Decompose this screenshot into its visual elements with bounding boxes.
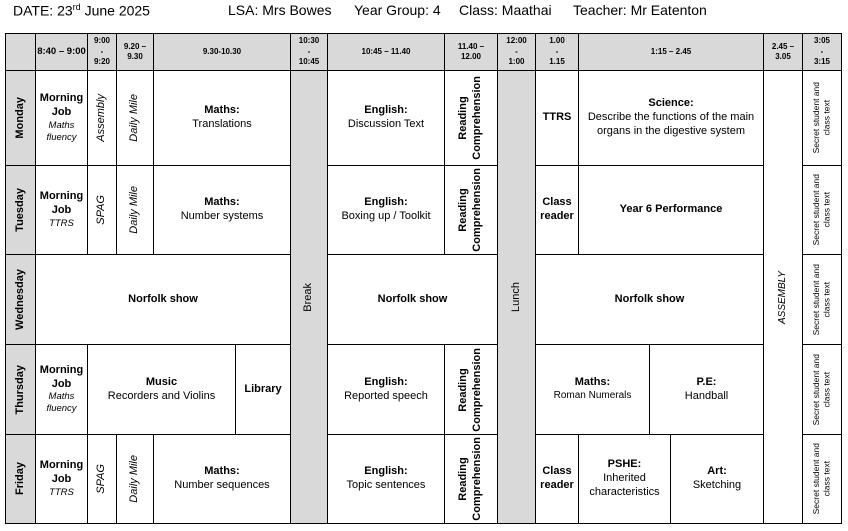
monday-science: Science: Describe the functions of the main organs in the digestive system (579, 71, 764, 166)
thursday-reading: Reading Comprehension (445, 345, 498, 435)
time-3-05: 3:05 - 3:15 (803, 34, 842, 71)
monday-daily-mile: Daily Mile (117, 71, 154, 166)
tuesday-performance: Year 6 Performance (579, 166, 764, 255)
wednesday-norfolk-show-afternoon: Norfolk show (536, 255, 764, 345)
friday-daily-mile: Daily Mile (117, 435, 154, 524)
day-thursday: Thursday (6, 345, 36, 435)
day-wednesday: Wednesday (6, 255, 36, 345)
thursday-music: Music Recorders and Violins (88, 345, 236, 435)
tuesday-spag: SPAG (88, 166, 117, 255)
header-date (13, 2, 150, 19)
monday-assembly: Assembly (88, 71, 117, 166)
day-friday: Friday (6, 435, 36, 524)
time-10-30: 10:30 - 10:45 (291, 34, 328, 71)
header-teacher: Teacher: Mr Eatenton (573, 2, 707, 18)
time-11-40: 11.40 – 12.00 (445, 34, 498, 71)
thursday-secret-student: Secret student and class text (803, 345, 842, 435)
date-suffix: rd (72, 2, 81, 12)
day-tuesday: Tuesday (6, 166, 36, 255)
thursday-maths: Maths: Roman Numerals (536, 345, 650, 435)
wednesday-norfolk-show-morning: Norfolk show (36, 255, 291, 345)
monday-morning-job: Morning Job Maths fluency (36, 71, 88, 166)
thursday-morning-job: Morning Job Maths fluency (36, 345, 88, 435)
friday-spag: SPAG (88, 435, 117, 524)
tuesday-class-reader: Class reader (536, 166, 579, 255)
time-1-15: 1:15 – 2.45 (579, 34, 764, 71)
corner-cell (6, 34, 36, 71)
tuesday-morning-job: Morning Job TTRS (36, 166, 88, 255)
lunch-column: Lunch (498, 71, 536, 524)
thursday-english: English: Reported speech (328, 345, 445, 435)
header-year-group: Year Group: 4 (354, 2, 441, 18)
time-2-45: 2.45 – 3.05 (764, 34, 803, 71)
time-12-00: 12:00 - 1:00 (498, 34, 536, 71)
time-9-30: 9.30-10.30 (154, 34, 291, 71)
friday-reading: Reading Comprehension (445, 435, 498, 524)
monday-reading: Reading Comprehension (445, 71, 498, 166)
time-9-20: 9.20 – 9.30 (117, 34, 154, 71)
thursday-library: Library (236, 345, 291, 435)
time-1-00: 1.00 - 1.15 (536, 34, 579, 71)
tuesday-maths: Maths: Number systems (154, 166, 291, 255)
assembly-column: ASSEMBLY (764, 71, 803, 524)
time-9-00: 9:00 - 9:20 (88, 34, 117, 71)
time-10-45: 10:45 – 11.40 (328, 34, 445, 71)
time-8-40: 8:40 – 9:00 (36, 34, 88, 71)
day-monday: Monday (6, 71, 36, 166)
monday-maths: Maths: Translations (154, 71, 291, 166)
friday-class-reader: Class reader (536, 435, 579, 524)
wednesday-secret-student: Secret student and class text (803, 255, 842, 345)
monday-english: English: Discussion Text (328, 71, 445, 166)
header-lsa: LSA: Mrs Bowes (228, 2, 332, 18)
date-label: DATE: (13, 2, 54, 19)
tuesday-daily-mile: Daily Mile (117, 166, 154, 255)
monday-ttrs: TTRS (536, 71, 579, 166)
wednesday-norfolk-show-midday: Norfolk show (328, 255, 498, 345)
friday-maths: Maths: Number sequences (154, 435, 291, 524)
friday-english: English: Topic sentences (328, 435, 445, 524)
friday-morning-job: Morning Job TTRS (36, 435, 88, 524)
friday-secret-student: Secret student and class text (803, 435, 842, 524)
tuesday-secret-student: Secret student and class text (803, 166, 842, 255)
break-column: Break (291, 71, 328, 524)
friday-art: Art: Sketching (671, 435, 764, 524)
date-rest: June 2025 (84, 2, 150, 19)
date-day: 23 (57, 2, 73, 19)
thursday-pe: P.E: Handball (650, 345, 764, 435)
tuesday-english: English: Boxing up / Toolkit (328, 166, 445, 255)
friday-pshe: PSHE: Inherited characteristics (579, 435, 671, 524)
monday-secret-student: Secret student and class text (803, 71, 842, 166)
header-class: Class: Maathai (459, 2, 552, 18)
tuesday-reading: Reading Comprehension (445, 166, 498, 255)
